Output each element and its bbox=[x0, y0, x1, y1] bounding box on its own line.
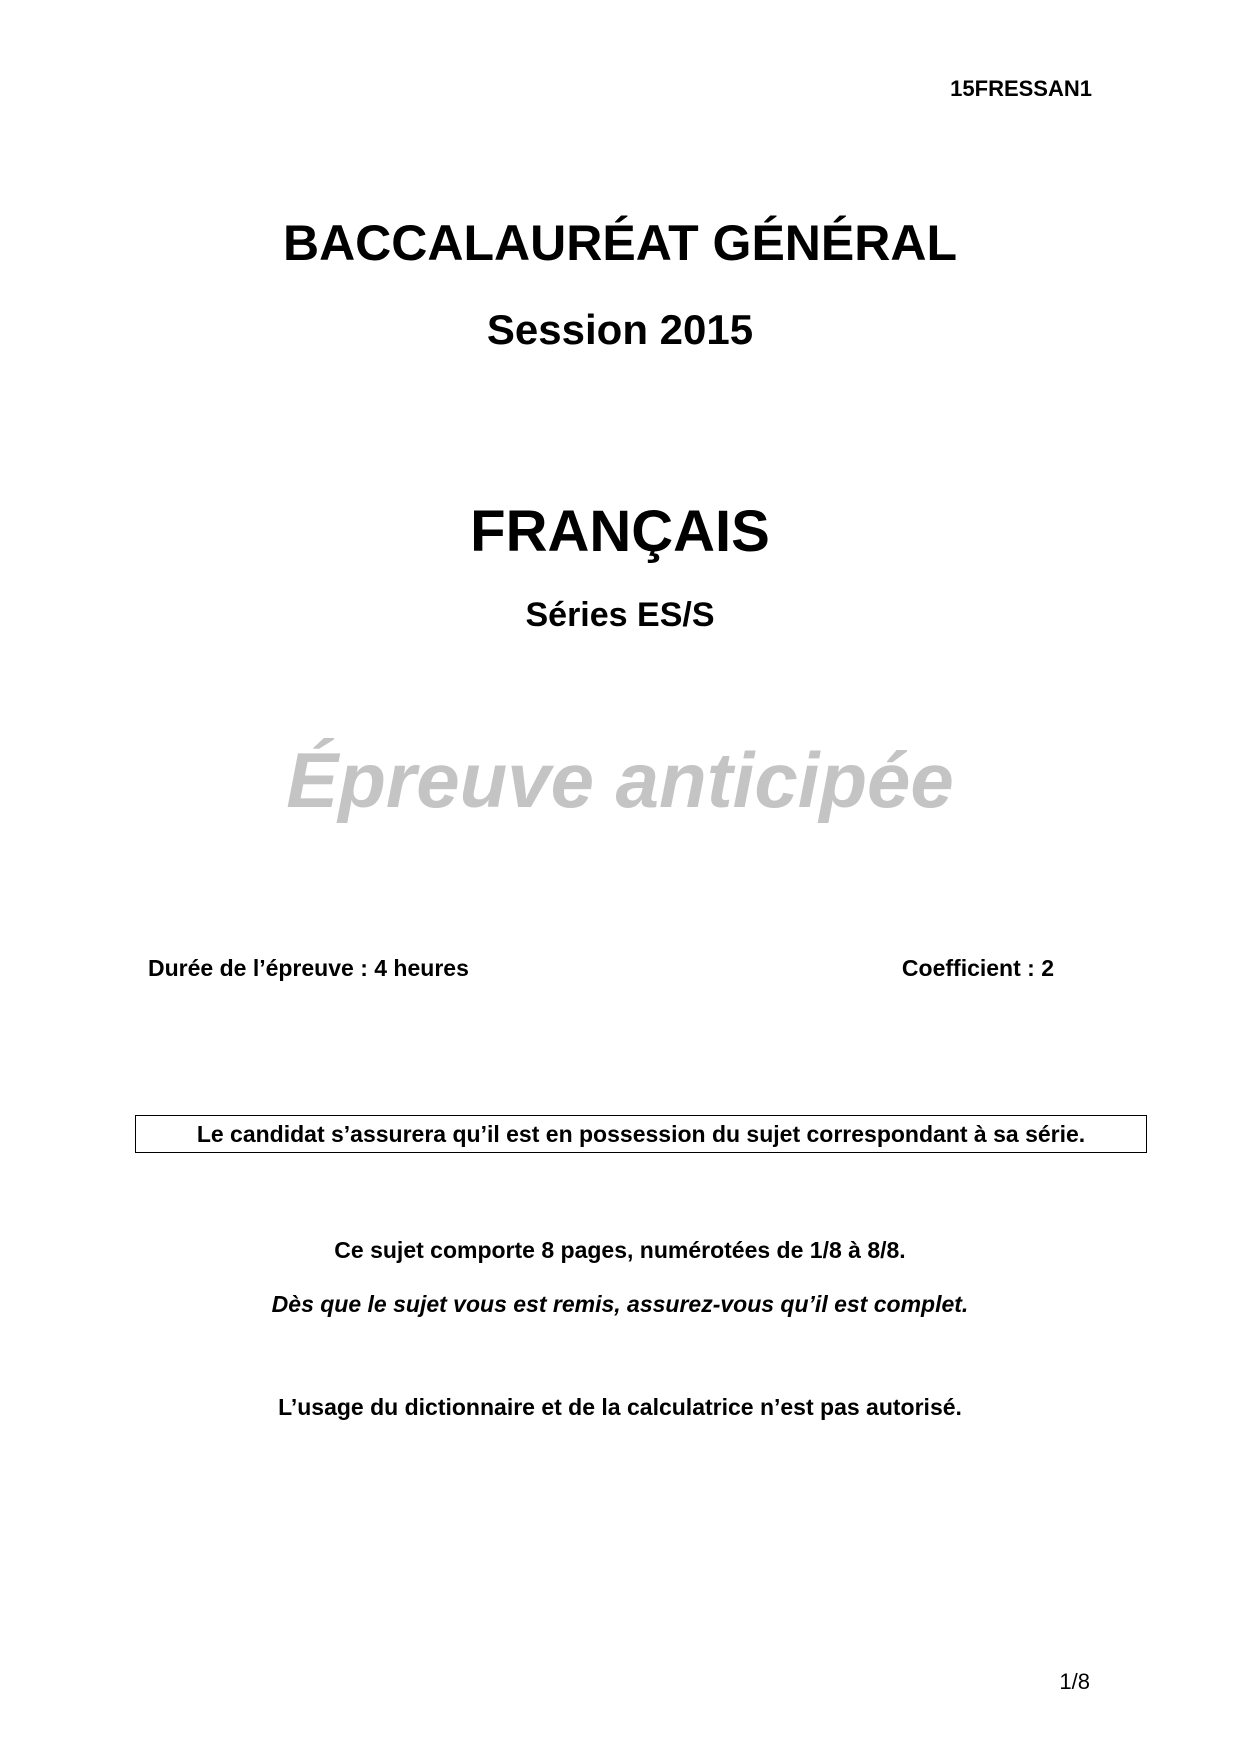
candidate-notice-box bbox=[135, 1115, 1147, 1153]
epreuve-label: Épreuve anticipée bbox=[286, 736, 954, 824]
coefficient-label: Coefficient : 2 bbox=[901, 955, 1054, 981]
page-count-notice: Ce sujet comporte 8 pages, numérotées de 1/8 à 8/8. bbox=[334, 1237, 906, 1263]
usage-notice: L’usage du dictionnaire et de la calculatrice n’est pas autorisé. bbox=[278, 1394, 962, 1420]
completeness-notice: Dès que le sujet vous est remis, assurez-vous qu’il est complet. bbox=[271, 1291, 969, 1317]
subject-title: FRANÇAIS bbox=[470, 499, 770, 564]
series-label: Séries ES/S bbox=[525, 596, 715, 634]
exam-title: BACCALAURÉAT GÉNÉRAL bbox=[282, 215, 958, 271]
document-code: 15FRESSAN1 bbox=[950, 76, 1092, 101]
duration-label: Durée de l’épreuve : 4 heures bbox=[148, 955, 469, 981]
page-number: 1/8 bbox=[1059, 1669, 1090, 1694]
session-year: Session 2015 bbox=[486, 306, 754, 353]
candidate-notice-text: Le candidat s’assurera qu’il est en possession du sujet correspondant à sa série. bbox=[196, 1120, 1086, 1147]
